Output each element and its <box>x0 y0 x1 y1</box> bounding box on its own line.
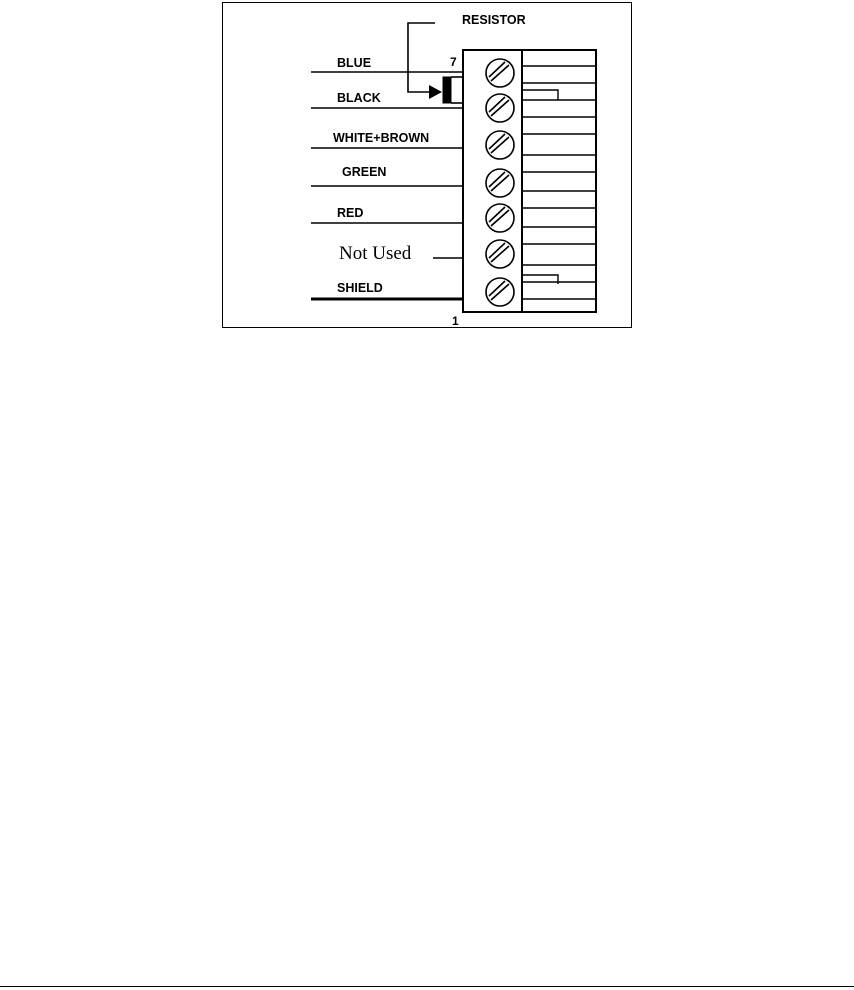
wire-label-shield: SHIELD <box>337 281 383 295</box>
page-bottom-rule <box>0 986 854 987</box>
wire-label-black: BLACK <box>337 91 381 105</box>
wire-label-blue: BLUE <box>337 56 372 70</box>
wire-label-red: RED <box>337 206 364 220</box>
pin-number-top: 7 <box>450 55 457 69</box>
wire-label-green: GREEN <box>342 165 387 179</box>
wiring-diagram <box>222 2 632 328</box>
pin-number-bottom: 1 <box>452 314 459 328</box>
wire-label-not-used: Not Used <box>339 243 412 264</box>
wire-label-white-brown: WHITE+BROWN <box>333 131 430 145</box>
resistor-label: RESISTOR <box>462 13 526 27</box>
